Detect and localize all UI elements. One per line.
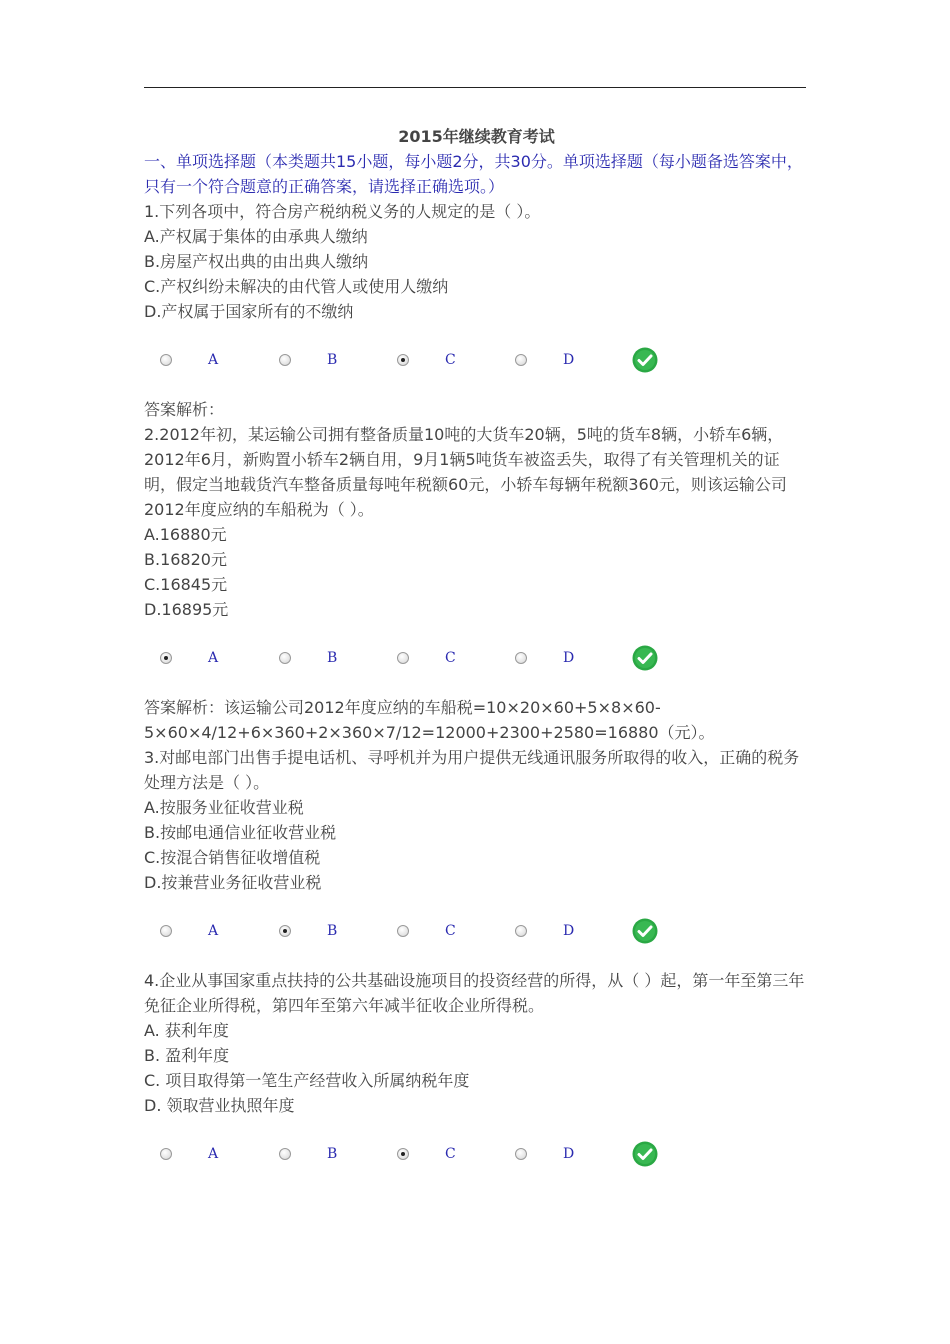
header-rule (144, 87, 806, 88)
document-title: 2015年继续教育考试 (398, 127, 555, 146)
answer-analysis: 答案解析： (144, 400, 225, 419)
option-text: B.按邮电通信业征收营业税 (144, 823, 337, 842)
radio-button-icon[interactable] (160, 925, 172, 937)
answer-option-d[interactable] (515, 1129, 574, 1179)
radio-button-icon[interactable] (397, 1148, 409, 1160)
answer-option-b[interactable] (279, 906, 337, 956)
check-circle-icon (632, 918, 658, 944)
option-label: C (445, 352, 456, 368)
answer-option-a[interactable] (160, 633, 218, 683)
option-text: D.产权属于国家所有的不缴纳 (144, 302, 354, 321)
answer-option-b[interactable] (279, 1129, 337, 1179)
radio-button-icon[interactable] (160, 1148, 172, 1160)
answer-option-a[interactable] (160, 1129, 218, 1179)
answer-option-a[interactable] (160, 335, 218, 385)
option-label: C (445, 1146, 456, 1162)
option-text: A.16880元 (144, 525, 227, 544)
option-label: D (563, 650, 575, 666)
answer-analysis: 答案解析：该运输公司2012年度应纳的车船税=10×20×60+5×8×60-5×60×4/12+6×360+2×360×7/12=12000+2300+2580=16880（元）。 (144, 698, 715, 742)
option-label: D (563, 352, 575, 368)
section-heading: 一、单项选择题（本类题共15小题，每小题2分，共30分。单项选择题（每小题备选答案中，只有一个符合题意的正确答案，请选择正确选项。） (144, 152, 803, 196)
question-4 (144, 968, 809, 1179)
question-2 (144, 422, 809, 745)
radio-button-icon[interactable] (515, 652, 527, 664)
radio-button-icon[interactable] (397, 652, 409, 664)
option-label: D (563, 923, 575, 939)
question-1 (144, 199, 809, 422)
answer-option-b[interactable] (279, 633, 337, 683)
option-label: A (208, 352, 219, 368)
option-label: A (208, 923, 219, 939)
option-text: D.16895元 (144, 600, 229, 619)
radio-button-icon[interactable] (515, 925, 527, 937)
answer-option-b[interactable] (279, 335, 337, 385)
radio-button-icon[interactable] (279, 925, 291, 937)
option-label: A (208, 650, 219, 666)
answer-option-c[interactable] (397, 1129, 456, 1179)
answer-option-c[interactable] (397, 335, 456, 385)
answer-radio-group (144, 335, 809, 385)
question-stem: 2.2012年初，某运输公司拥有整备质量10吨的大货车20辆，5吨的货车8辆，小轿车6辆，2012年6月，新购置小轿车2辆自用，9月1辆5吨货车被盗丢失，取得了有关管理机关的证明，假定当地载货汽车整备质量每吨年税额60元，小轿车每辆年税额360元，则该运输公司2012年度应纳的车船税为（ ）。 (144, 425, 787, 519)
option-label: B (327, 352, 338, 368)
option-label: B (327, 923, 338, 939)
radio-button-icon[interactable] (397, 354, 409, 366)
option-text: C.按混合销售征收增值税 (144, 848, 321, 867)
answer-option-a[interactable] (160, 906, 218, 956)
option-label: D (563, 1146, 575, 1162)
answer-option-c[interactable] (397, 633, 456, 683)
radio-button-icon[interactable] (279, 1148, 291, 1160)
check-circle-icon (632, 1141, 658, 1167)
answer-option-c[interactable] (397, 906, 456, 956)
answer-option-d[interactable] (515, 335, 574, 385)
radio-button-icon[interactable] (397, 925, 409, 937)
answer-radio-group (144, 1129, 809, 1179)
radio-button-icon[interactable] (515, 354, 527, 366)
check-circle-icon (632, 645, 658, 671)
radio-button-icon[interactable] (279, 652, 291, 664)
option-label: C (445, 650, 456, 666)
answer-option-d[interactable] (515, 633, 574, 683)
answer-radio-group (144, 633, 809, 683)
option-label: C (445, 923, 456, 939)
option-text: B.房屋产权出典的由出典人缴纳 (144, 252, 369, 271)
option-text: C.产权纠纷未解决的由代管人或使用人缴纳 (144, 277, 449, 296)
option-text: A.按服务业征收营业税 (144, 798, 304, 817)
option-text: B.16820元 (144, 550, 227, 569)
option-label: A (208, 1146, 219, 1162)
option-text: A. 获利年度 (144, 1021, 229, 1040)
answer-option-d[interactable] (515, 906, 574, 956)
answer-radio-group (144, 906, 809, 956)
option-label: B (327, 1146, 338, 1162)
radio-button-icon[interactable] (160, 652, 172, 664)
option-text: A.产权属于集体的由承典人缴纳 (144, 227, 368, 246)
check-circle-icon (632, 347, 658, 373)
document-content (144, 124, 809, 1191)
question-stem: 4.企业从事国家重点扶持的公共基础设施项目的投资经营的所得，从（ ）起，第一年至第三年免征企业所得税，第四年至第六年减半征收企业所得税。 (144, 971, 805, 1015)
option-text: D.按兼营业务征收营业税 (144, 873, 322, 892)
question-stem: 1.下列各项中，符合房产税纳税义务的人规定的是（ ）。 (144, 202, 541, 221)
option-text: C.16845元 (144, 575, 228, 594)
question-3 (144, 745, 809, 956)
option-text: B. 盈利年度 (144, 1046, 230, 1065)
option-text: C. 项目取得第一笔生产经营收入所属纳税年度 (144, 1071, 470, 1090)
radio-button-icon[interactable] (160, 354, 172, 366)
option-label: B (327, 650, 338, 666)
question-stem: 3.对邮电部门出售手提电话机、寻呼机并为用户提供无线通讯服务所取得的收入，正确的税务处理方法是（ ）。 (144, 748, 800, 792)
radio-button-icon[interactable] (279, 354, 291, 366)
radio-button-icon[interactable] (515, 1148, 527, 1160)
option-text: D. 领取营业执照年度 (144, 1096, 295, 1115)
